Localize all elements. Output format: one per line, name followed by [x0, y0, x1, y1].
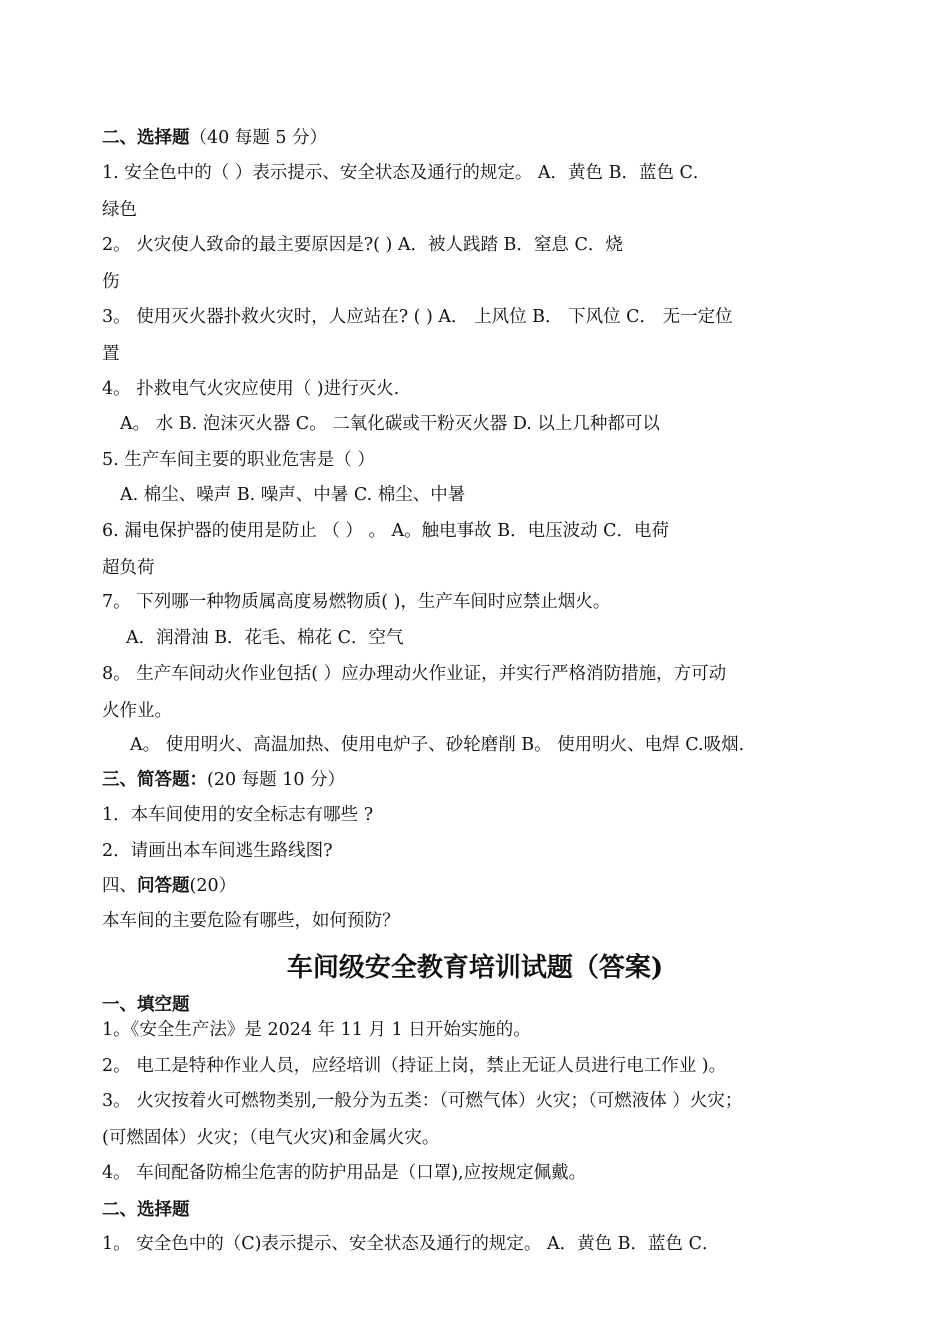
- question-3-line-2: 置: [102, 344, 120, 364]
- question-1-line-2: 绿色: [102, 200, 137, 220]
- section-title: 问答题: [137, 876, 190, 896]
- answer-4: 4。 车间配备防棉尘危害的防护用品是（口罩),应按规定佩戴。: [102, 1163, 587, 1183]
- section-note: (20 每题 10 分）: [207, 770, 346, 790]
- short-answer-2: 2．请画出本车间逃生路线图?: [102, 841, 333, 861]
- question-3-line-1: 3。 使用灭火器扑救火灾时，人应站在? ( ) A． 上风位 B． 下风位 C． 无一定位: [102, 307, 733, 327]
- question-6-line-1: 6. 漏电保护器的使用是防止 （ ） 。 A。触电事故 B．电压波动 C．电荷: [102, 521, 670, 541]
- answers-section-choice: 二、选择题: [102, 1200, 190, 1220]
- section-heading-short-answer: [102, 768, 832, 792]
- answer-3-line-1: 3。 火灾按着火可燃物类别,一般分为五类：（可燃气体）火灾；（可燃液体 ）火灾；: [102, 1091, 743, 1111]
- question-2-line-1: 2。 火灾使人致命的最主要原因是?( ) A．被人践踏 B．窒息 C．烧: [102, 235, 623, 255]
- short-answer-1: 1．本车间使用的安全标志有哪些 ?: [102, 805, 374, 825]
- question-4-line-1: 4。 扑救电气火灾应使用（ )进行灭火.: [102, 379, 400, 399]
- question-5-line-1: 5. 生产车间主要的职业危害是（ ）: [102, 450, 375, 470]
- section-title: 三、简答题：: [102, 770, 207, 790]
- section-heading-choice: [102, 126, 832, 150]
- answer-2: 2。 电工是特种作业人员，应经培训（持证上岗，禁止无证人员进行电工作业 )。: [102, 1056, 727, 1076]
- question-8-options: A。 使用明火、高温加热、使用电炉子、砂轮磨削 B。 使用明火、电焊 C.吸烟.: [130, 735, 745, 755]
- section-prefix: 四、: [102, 876, 137, 896]
- question-8-line-1: 8。 生产车间动火作业包括( ）应办理动火作业证，并实行严格消防措施，方可动: [102, 664, 727, 684]
- question-7-options: A．润滑油 B．花毛、棉花 C．空气: [126, 628, 404, 648]
- question-6-line-2: 超负荷: [102, 558, 155, 578]
- section-title: 二、选择题: [102, 128, 190, 148]
- answers-section-fill-blank: 一、填空题: [102, 995, 190, 1015]
- question-7-line-1: 7。 下列哪一种物质属高度易燃物质( )，生产车间时应禁止烟火。: [102, 592, 611, 612]
- section-heading-essay: [102, 874, 832, 898]
- section-note: （40 每题 5 分）: [189, 128, 328, 148]
- answer-3-line-2: (可燃固体）火灾；（电气火灾)和金属火灾。: [102, 1128, 440, 1148]
- answers-title: 车间级安全教育培训试题（答案): [286, 953, 664, 983]
- question-1-line-1: 1. 安全色中的（ ）表示提示、安全状态及通行的规定。 A．黄色 B．蓝色 C．: [102, 163, 711, 183]
- answer-1: 1。《安全生产法》是 2024 年 11 月 1 日开始实施的。: [102, 1020, 531, 1040]
- question-2-line-2: 伤: [102, 272, 120, 292]
- question-8-line-2: 火作业。: [102, 701, 172, 721]
- question-5-options: A. 棉尘、噪声 B. 噪声、中暑 C. 棉尘、中暑: [120, 485, 466, 505]
- section-note: (20）: [189, 876, 237, 896]
- choice-answer-1: 1。 安全色中的（C)表示提示、安全状态及通行的规定。 A．黄色 B．蓝色 C．: [102, 1234, 720, 1254]
- essay-question: 本车间的主要危险有哪些，如何预防？: [102, 911, 400, 931]
- question-4-options: A。 水 B. 泡沫灭火器 C。 二氧化碳或干粉灭火器 D. 以上几种都可以: [120, 414, 660, 434]
